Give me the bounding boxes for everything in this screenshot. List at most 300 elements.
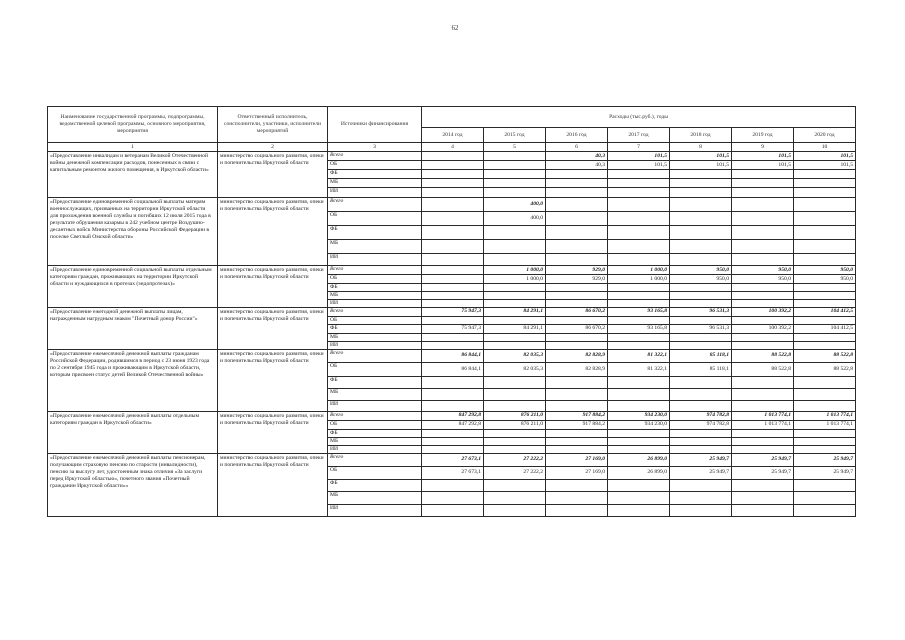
amount-cell (794, 400, 856, 411)
amount-cell (794, 188, 856, 198)
amount-cell (794, 504, 856, 516)
amount-cell (484, 170, 546, 179)
amount-cell (794, 341, 856, 349)
amount-cell: 400,0 (484, 198, 546, 212)
amount-cell (484, 226, 546, 240)
amount-cell (422, 341, 484, 349)
amount-cell (484, 152, 546, 161)
amount-cell: 950,0 (670, 275, 732, 284)
measure-name: «Предоставление инвалидам и ветеранам Великой Отечественной войны денежной компенсации расходов, понесенных в связи с капитальным ремонтом жилого помещения, в Иркутской области» (48, 152, 218, 198)
table-row (48, 152, 856, 161)
funding-source: ИИ (328, 254, 422, 266)
amount-cell: 950,0 (794, 275, 856, 284)
amount-cell: 25 949,7 (794, 466, 856, 479)
amount-cell (670, 491, 732, 504)
amount-cell (546, 445, 608, 453)
amount-cell (670, 504, 732, 516)
header-year: 2019 год (732, 128, 794, 143)
amount-cell: 1 013 774,1 (794, 411, 856, 420)
amount-cell (794, 254, 856, 266)
measure-name: «Предоставление единовременной социальной выплаты отдельным категориям граждан, проживающих на территории Иркутской области и нуждающихся в протезах (эндопротезах)» (48, 266, 218, 308)
amount-cell: 876 211,0 (484, 411, 546, 420)
amount-cell (732, 341, 794, 349)
amount-cell: 96 531,3 (670, 307, 732, 316)
amount-cell: 950,0 (732, 275, 794, 284)
amount-cell (422, 491, 484, 504)
amount-cell (484, 341, 546, 349)
amount-cell (422, 152, 484, 161)
amount-cell: 929,0 (546, 266, 608, 275)
header-executor: Ответственный исполнитель, соисполнители, участники, исполнители мероприятий (218, 107, 328, 143)
amount-cell: 25 949,7 (794, 453, 856, 466)
amount-cell: 101,5 (608, 161, 670, 170)
column-index: 3 (328, 143, 422, 152)
amount-cell (794, 491, 856, 504)
funding-source: Всего (328, 152, 422, 161)
funding-source: ИИ (328, 504, 422, 516)
amount-cell (794, 388, 856, 400)
amount-cell (794, 479, 856, 491)
column-index: 5 (484, 143, 546, 152)
amount-cell: 88 522,8 (732, 362, 794, 376)
amount-cell: 86 670,2 (546, 324, 608, 333)
amount-cell (608, 504, 670, 516)
amount-cell (794, 376, 856, 388)
amount-cell (794, 198, 856, 212)
funding-source: ИИ (328, 300, 422, 308)
amount-cell (608, 479, 670, 491)
amount-cell (422, 179, 484, 188)
amount-cell: 40,3 (546, 161, 608, 170)
amount-cell: 27 222,2 (484, 466, 546, 479)
table-row (48, 453, 856, 466)
amount-cell (670, 429, 732, 437)
amount-cell: 929,0 (546, 275, 608, 284)
amount-cell: 876 211,0 (484, 420, 546, 429)
funding-source: МБ (328, 388, 422, 400)
amount-cell: 974 782,8 (670, 420, 732, 429)
amount-cell (732, 240, 794, 254)
amount-cell (732, 491, 794, 504)
amount-cell (484, 292, 546, 300)
measure-executor: министерство социального развития, опеки и попечительства Иркутской области (218, 307, 328, 349)
amount-cell (546, 479, 608, 491)
amount-cell (608, 198, 670, 212)
amount-cell (484, 179, 546, 188)
table-row (48, 198, 856, 212)
funding-source: ОБ (328, 466, 422, 479)
amount-cell: 1 013 774,1 (794, 420, 856, 429)
funding-source: Всего (328, 349, 422, 362)
amount-cell: 27 673,1 (422, 453, 484, 466)
amount-cell: 88 522,8 (794, 362, 856, 376)
amount-cell (484, 479, 546, 491)
amount-cell (546, 254, 608, 266)
amount-cell (794, 226, 856, 240)
amount-cell (794, 429, 856, 437)
funding-source: МБ (328, 179, 422, 188)
amount-cell: 27 169,0 (546, 453, 608, 466)
amount-cell (794, 179, 856, 188)
amount-cell (546, 179, 608, 188)
column-index: 7 (608, 143, 670, 152)
amount-cell: 25 949,7 (732, 453, 794, 466)
amount-cell (484, 333, 546, 341)
funding-source: ФБ (328, 324, 422, 333)
amount-cell (484, 254, 546, 266)
amount-cell (484, 504, 546, 516)
amount-cell: 26 899,0 (608, 453, 670, 466)
amount-cell: 75 947,3 (422, 324, 484, 333)
funding-source: Всего (328, 198, 422, 212)
amount-cell: 25 949,7 (670, 453, 732, 466)
funding-source: ИИ (328, 188, 422, 198)
funding-source: МБ (328, 240, 422, 254)
amount-cell (670, 240, 732, 254)
amount-cell (670, 479, 732, 491)
funding-source: ФБ (328, 429, 422, 437)
amount-cell: 85 118,1 (670, 362, 732, 376)
amount-cell (422, 429, 484, 437)
amount-cell: 93 165,8 (608, 324, 670, 333)
amount-cell: 82 035,3 (484, 362, 546, 376)
funding-source: ФБ (328, 284, 422, 292)
amount-cell (484, 284, 546, 292)
amount-cell (670, 400, 732, 411)
amount-cell (732, 333, 794, 341)
amount-cell (546, 341, 608, 349)
amount-cell (484, 400, 546, 411)
amount-cell (546, 429, 608, 437)
amount-cell (670, 376, 732, 388)
amount-cell (546, 376, 608, 388)
funding-source: Всего (328, 266, 422, 275)
amount-cell: 917 884,2 (546, 411, 608, 420)
amount-cell (546, 212, 608, 226)
amount-cell: 100 392,2 (732, 324, 794, 333)
funding-source: ФБ (328, 376, 422, 388)
amount-cell: 81 322,1 (608, 362, 670, 376)
amount-cell (670, 179, 732, 188)
amount-cell (732, 376, 794, 388)
amount-cell: 101,5 (732, 152, 794, 161)
amount-cell: 84 291,1 (484, 324, 546, 333)
amount-cell (670, 198, 732, 212)
amount-cell: 82 828,9 (546, 349, 608, 362)
amount-cell (546, 284, 608, 292)
amount-cell (484, 437, 546, 445)
measure-name: «Предоставление единовременной социальной выплаты матерям военнослужащих, призванных на территории Иркутской области для прохождения военной службы и погибших 12 июля 2015 года в результате обрушения казармы в 242 учебном центре Воздушно-десантных войск Министерства обороны Российской Федерации в поселке Светлый Омской области» (48, 198, 218, 266)
amount-cell: 26 899,0 (608, 466, 670, 479)
amount-cell (608, 188, 670, 198)
amount-cell (422, 388, 484, 400)
funding-source: ОБ (328, 161, 422, 170)
amount-cell: 101,5 (794, 152, 856, 161)
amount-cell (546, 400, 608, 411)
amount-cell (422, 479, 484, 491)
amount-cell (422, 198, 484, 212)
amount-cell (732, 388, 794, 400)
amount-cell (732, 284, 794, 292)
amount-cell (670, 188, 732, 198)
header-year: 2018 год (670, 128, 732, 143)
amount-cell (670, 316, 732, 324)
amount-cell: 27 169,0 (546, 466, 608, 479)
amount-cell (546, 437, 608, 445)
amount-cell: 847 292,8 (422, 420, 484, 429)
amount-cell (670, 300, 732, 308)
amount-cell (422, 188, 484, 198)
amount-cell: 847 292,8 (422, 411, 484, 420)
amount-cell (732, 504, 794, 516)
amount-cell: 1 000,0 (608, 266, 670, 275)
amount-cell: 400,0 (484, 212, 546, 226)
amount-cell (546, 388, 608, 400)
amount-cell (732, 400, 794, 411)
header-year: 2014 год (422, 128, 484, 143)
amount-cell (484, 300, 546, 308)
amount-cell (732, 300, 794, 308)
amount-cell (670, 333, 732, 341)
page-number: 62 (451, 24, 459, 32)
funding-source: МБ (328, 333, 422, 341)
amount-cell: 88 522,8 (732, 349, 794, 362)
funding-source: ИИ (328, 445, 422, 453)
measure-name: «Предоставление ежегодной денежной выплаты лицам, награжденным нагрудным знаком "Почетный донор России"» (48, 307, 218, 349)
amount-cell (732, 429, 794, 437)
amount-cell (608, 240, 670, 254)
amount-cell (794, 445, 856, 453)
measure-executor: министерство социального развития, опеки и попечительства Иркутской области (218, 349, 328, 411)
amount-cell (484, 445, 546, 453)
amount-cell (608, 226, 670, 240)
header-name: Наименование государственной программы, подпрограммы, ведомственной целевой программы, основного мероприятия, мероприятия (48, 107, 218, 143)
column-index: 6 (546, 143, 608, 152)
amount-cell (422, 316, 484, 324)
amount-cell (422, 170, 484, 179)
amount-cell: 84 291,1 (484, 307, 546, 316)
amount-cell: 88 522,8 (794, 349, 856, 362)
amount-cell: 974 782,8 (670, 411, 732, 420)
funding-source: ФБ (328, 479, 422, 491)
amount-cell (422, 300, 484, 308)
amount-cell: 75 947,3 (422, 307, 484, 316)
amount-cell: 104 412,5 (794, 307, 856, 316)
amount-cell: 86 844,1 (422, 349, 484, 362)
measure-name: «Предоставление ежемесячной денежной выплаты отдельным категориям граждан в Иркутской области» (48, 411, 218, 453)
amount-cell (732, 316, 794, 324)
amount-cell (732, 226, 794, 240)
amount-cell (732, 437, 794, 445)
amount-cell (422, 445, 484, 453)
amount-cell: 1 013 774,1 (732, 411, 794, 420)
amount-cell (732, 292, 794, 300)
amount-cell (670, 437, 732, 445)
amount-cell (484, 188, 546, 198)
amount-cell (422, 292, 484, 300)
measure-executor: министерство социального развития, опеки и попечительства Иркутской области (218, 266, 328, 308)
amount-cell (670, 226, 732, 240)
amount-cell: 93 165,8 (608, 307, 670, 316)
amount-cell: 27 222,2 (484, 453, 546, 466)
amount-cell (670, 341, 732, 349)
amount-cell: 1 013 774,1 (732, 420, 794, 429)
amount-cell (670, 212, 732, 226)
amount-cell (608, 341, 670, 349)
amount-cell (608, 284, 670, 292)
amount-cell (732, 170, 794, 179)
table-row (48, 411, 856, 420)
amount-cell (670, 445, 732, 453)
amount-cell: 101,5 (608, 152, 670, 161)
amount-cell (546, 240, 608, 254)
amount-cell (422, 400, 484, 411)
amount-cell (484, 240, 546, 254)
measure-executor: министерство социального развития, опеки и попечительства Иркутской области (218, 453, 328, 516)
amount-cell (422, 284, 484, 292)
amount-cell: 934 230,0 (608, 411, 670, 420)
header-source: Источники финансирования (328, 107, 422, 143)
amount-cell: 81 322,1 (608, 349, 670, 362)
amount-cell (608, 445, 670, 453)
funding-source: ОБ (328, 275, 422, 284)
measure-executor: министерство социального развития, опеки и попечительства Иркутской области (218, 198, 328, 266)
amount-cell: 1 000,0 (484, 266, 546, 275)
amount-cell (546, 333, 608, 341)
measure-executor: министерство социального развития, опеки и попечительства Иркутской области (218, 152, 328, 198)
amount-cell: 86 844,1 (422, 362, 484, 376)
amount-cell (546, 491, 608, 504)
amount-cell (546, 316, 608, 324)
measure-name: «Предоставление ежемесячной денежной выплаты пенсионерам, получающим страховую пенсию по старости (инвалидности), пенсию за выслугу лет, удостоенным знака отличия «За заслуги перед Иркутской областью», почетного звания «Почетный гражданин Иркутской области»» (48, 453, 218, 516)
amount-cell (422, 275, 484, 284)
column-index: 1 (48, 143, 218, 152)
amount-cell (732, 254, 794, 266)
amount-cell (422, 161, 484, 170)
column-index: 8 (670, 143, 732, 152)
amount-cell: 950,0 (670, 266, 732, 275)
funding-source: Всего (328, 307, 422, 316)
amount-cell (546, 504, 608, 516)
header-year: 2017 год (608, 128, 670, 143)
table-row (48, 266, 856, 275)
table-row (48, 307, 856, 316)
amount-cell (484, 429, 546, 437)
amount-cell (422, 376, 484, 388)
funding-source: Всего (328, 453, 422, 466)
amount-cell (422, 266, 484, 275)
amount-cell (794, 240, 856, 254)
amount-cell (732, 445, 794, 453)
amount-cell: 101,5 (732, 161, 794, 170)
amount-cell (484, 491, 546, 504)
amount-cell: 1 000,0 (484, 275, 546, 284)
amount-cell (546, 170, 608, 179)
amount-cell (484, 376, 546, 388)
funding-source: ОБ (328, 212, 422, 226)
amount-cell (422, 212, 484, 226)
amount-cell (608, 333, 670, 341)
amount-cell: 27 673,1 (422, 466, 484, 479)
amount-cell (546, 300, 608, 308)
amount-cell (670, 254, 732, 266)
amount-cell (422, 254, 484, 266)
amount-cell (794, 300, 856, 308)
amount-cell (608, 300, 670, 308)
measure-name: «Предоставление ежемесячной денежной выплаты гражданам Российской Федерации, родившимся в период с 23 июня 1923 года по 2 сентября 1945 года и проживающим в Иркутской области, которым присвоен статус детей Великой Отечественной войны» (48, 349, 218, 411)
amount-cell (422, 504, 484, 516)
header-year: 2016 год (546, 128, 608, 143)
amount-cell (732, 188, 794, 198)
amount-cell: 40,3 (546, 152, 608, 161)
amount-cell (794, 292, 856, 300)
header-expenses: Расходы (тыс.руб.), годы (422, 107, 856, 128)
amount-cell (484, 316, 546, 324)
column-index: 2 (218, 143, 328, 152)
amount-cell (794, 284, 856, 292)
amount-cell: 82 035,3 (484, 349, 546, 362)
amount-cell (670, 292, 732, 300)
amount-cell (608, 179, 670, 188)
amount-cell: 82 828,9 (546, 362, 608, 376)
amount-cell (608, 170, 670, 179)
amount-cell (794, 212, 856, 226)
funding-source: ОБ (328, 362, 422, 376)
amount-cell: 96 531,3 (670, 324, 732, 333)
amount-cell: 1 000,0 (608, 275, 670, 284)
amount-cell (608, 400, 670, 411)
table-row (48, 349, 856, 362)
funding-source: ФБ (328, 170, 422, 179)
amount-cell (422, 226, 484, 240)
funding-source: ОБ (328, 420, 422, 429)
amount-cell (484, 388, 546, 400)
column-index: 10 (794, 143, 856, 152)
funding-source: МБ (328, 437, 422, 445)
amount-cell (794, 333, 856, 341)
amount-cell (608, 212, 670, 226)
amount-cell (422, 333, 484, 341)
amount-cell (670, 170, 732, 179)
amount-cell (608, 376, 670, 388)
amount-cell (732, 212, 794, 226)
column-index: 4 (422, 143, 484, 152)
amount-cell: 104 412,5 (794, 324, 856, 333)
amount-cell (732, 198, 794, 212)
amount-cell (794, 170, 856, 179)
amount-cell (422, 240, 484, 254)
amount-cell (608, 388, 670, 400)
amount-cell: 85 118,1 (670, 349, 732, 362)
amount-cell (546, 292, 608, 300)
amount-cell (670, 388, 732, 400)
funding-source: МБ (328, 491, 422, 504)
funding-source: МБ (328, 292, 422, 300)
amount-cell (546, 226, 608, 240)
amount-cell: 101,5 (670, 152, 732, 161)
header-year: 2020 год (794, 128, 856, 143)
amount-cell (732, 179, 794, 188)
measure-executor: министерство социального развития, опеки и попечительства Иркутской области (218, 411, 328, 453)
funding-source: ИИ (328, 400, 422, 411)
column-index: 9 (732, 143, 794, 152)
header-year: 2015 год (484, 128, 546, 143)
funding-source: ФБ (328, 226, 422, 240)
expenses-table (47, 106, 856, 517)
amount-cell: 86 670,2 (546, 307, 608, 316)
amount-cell: 950,0 (794, 266, 856, 275)
amount-cell (546, 198, 608, 212)
